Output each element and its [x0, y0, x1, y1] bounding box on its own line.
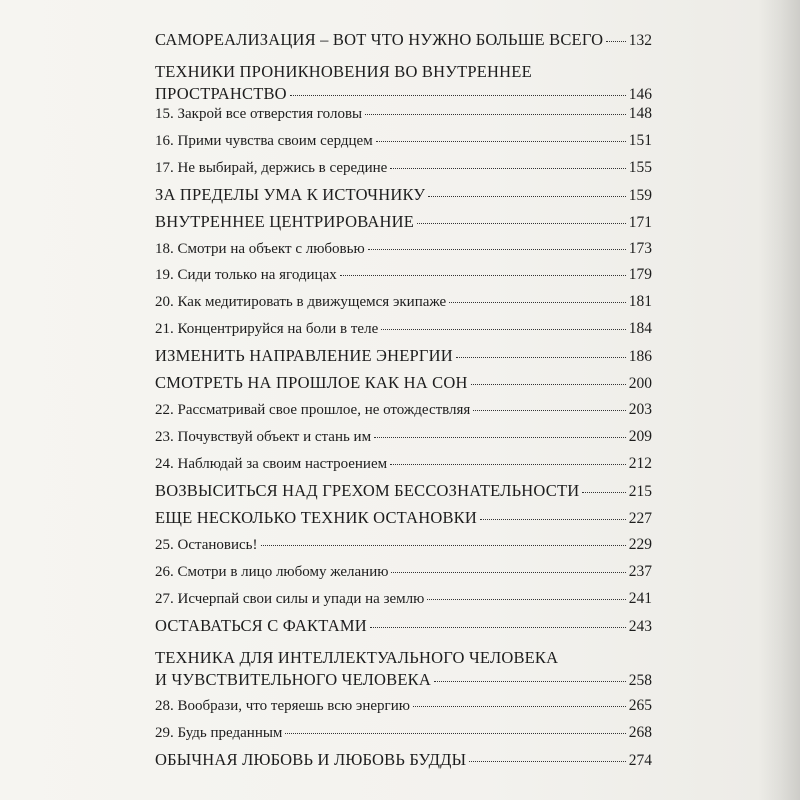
leader-dots [428, 196, 626, 197]
toc-title: 20. Как медитировать в движущемся экипаже [155, 294, 447, 310]
toc-page: 186 [628, 348, 652, 365]
toc-entry [155, 346, 652, 366]
toc-page: 148 [628, 105, 652, 122]
leader-dots [480, 519, 626, 520]
leader-dots [390, 168, 625, 169]
toc-entry [155, 373, 652, 393]
toc-page: 237 [628, 563, 652, 580]
toc-title-line1: ТЕХНИКИ ПРОНИКНОВЕНИЯ ВО ВНУТРЕННЕЕ [155, 62, 532, 81]
toc-entry [155, 105, 652, 123]
toc-page: 258 [628, 672, 652, 689]
leader-dots [340, 275, 626, 276]
leader-dots [374, 437, 626, 438]
toc-entry [155, 30, 652, 50]
toc-page: 146 [628, 86, 652, 103]
toc-entry [155, 536, 652, 554]
toc-title: ВНУТРЕННЕЕ ЦЕНТРИРОВАНИЕ [155, 212, 415, 231]
toc-title: ЗА ПРЕДЕЛЫ УМА К ИСТОЧНИКУ [155, 185, 426, 204]
toc-page: 159 [628, 187, 652, 204]
leader-dots [456, 357, 626, 358]
leader-dots [261, 545, 626, 546]
toc-page: 203 [628, 401, 652, 418]
leader-dots [368, 249, 626, 250]
toc-entry [155, 185, 652, 205]
toc-title: ОСТАВАТЬСЯ С ФАКТАМИ [155, 616, 367, 635]
toc-title: 28. Вообрази, что теряешь всю энергию [155, 698, 410, 714]
leader-dots [471, 384, 626, 385]
toc-title: ОБЫЧНАЯ ЛЮБОВЬ И ЛЮБОВЬ БУДДЫ [155, 750, 467, 769]
toc-page: 229 [628, 536, 652, 553]
toc-entry [155, 159, 652, 177]
toc-title-line1: ТЕХНИКА ДЛЯ ИНТЕЛЛЕКТУАЛЬНОГО ЧЕЛОВЕКА [155, 648, 559, 667]
toc-title: ВОЗВЫСИТЬСЯ НАД ГРЕХОМ БЕССОЗНАТЕЛЬНОСТИ [155, 481, 580, 500]
toc-entry [155, 266, 652, 284]
toc-title: 16. Прими чувства своим сердцем [155, 133, 373, 149]
toc-entry [155, 132, 652, 150]
toc-page: 151 [628, 132, 652, 149]
toc-entry [155, 481, 652, 501]
toc-title: 25. Остановись! [155, 537, 258, 553]
toc-page: 265 [628, 697, 652, 714]
toc-page: 274 [628, 752, 652, 769]
toc-title: 19. Сиди только на ягодицах [155, 267, 337, 283]
toc-title: 17. Не выбирай, держись в середине [155, 160, 388, 176]
leader-dots [365, 114, 626, 115]
toc-page: 171 [628, 214, 652, 231]
toc-title: ЕЩЕ НЕСКОЛЬКО ТЕХНИК ОСТАНОВКИ [155, 508, 478, 527]
toc-entry [155, 697, 652, 715]
leader-dots [413, 706, 626, 707]
toc-page: 243 [628, 618, 652, 635]
toc-entry [155, 616, 652, 636]
toc-entry [155, 240, 652, 258]
toc-entry [155, 590, 652, 608]
toc-page: 209 [628, 428, 652, 445]
toc-page: 179 [628, 266, 652, 283]
leader-dots [376, 141, 626, 142]
leader-dots [469, 761, 626, 762]
toc-entry [155, 563, 652, 581]
toc-title: ПРОСТРАНСТВО [155, 84, 287, 103]
toc-title: 21. Концентрируйся на боли в теле [155, 321, 379, 337]
toc-title: 27. Исчерпай свои силы и упади на землю [155, 591, 425, 607]
leader-dots [290, 95, 626, 96]
toc-page: 155 [628, 159, 652, 176]
leader-dots [449, 302, 626, 303]
toc-entry [155, 724, 652, 742]
toc-entry [155, 320, 652, 338]
toc-title: 18. Смотри на объект с любовью [155, 241, 365, 257]
toc-title: 15. Закрой все отверстия головы [155, 106, 363, 122]
toc-entry [155, 62, 652, 104]
toc-title: 22. Рассматривай свое прошлое, не отождествляя [155, 402, 471, 418]
toc-page: 215 [628, 483, 652, 500]
toc-entry [155, 750, 652, 770]
toc-entry [155, 401, 652, 419]
toc-entry [155, 212, 652, 232]
leader-dots [381, 329, 626, 330]
toc-title: 26. Смотри в лицо любому желанию [155, 564, 389, 580]
toc-page: 268 [628, 724, 652, 741]
toc-page: 200 [628, 375, 652, 392]
leader-dots [427, 599, 625, 600]
toc-page: 173 [628, 240, 652, 257]
page-fold-shadow [758, 0, 800, 800]
toc-page: 241 [628, 590, 652, 607]
toc-page: 212 [628, 455, 652, 472]
toc-page: 181 [628, 293, 652, 310]
toc-title: 24. Наблюдай за своим настроением [155, 456, 388, 472]
toc-title: ИЗМЕНИТЬ НАПРАВЛЕНИЕ ЭНЕРГИИ [155, 346, 453, 365]
toc-entry [155, 508, 652, 528]
leader-dots [370, 627, 626, 628]
leader-dots [473, 410, 625, 411]
toc-page: 184 [628, 320, 652, 337]
toc-entry [155, 648, 652, 690]
leader-dots [417, 223, 626, 224]
toc-title: САМОРЕАЛИЗАЦИЯ – ВОТ ЧТО НУЖНО БОЛЬШЕ ВСЕГО [155, 30, 604, 49]
toc-title: И ЧУВСТВИТЕЛЬНОГО ЧЕЛОВЕКА [155, 670, 431, 689]
leader-dots [285, 733, 625, 734]
leader-dots [391, 572, 625, 573]
leader-dots [390, 464, 626, 465]
toc-entry [155, 455, 652, 473]
toc-page: 132 [628, 32, 652, 49]
toc-title: 29. Будь преданным [155, 725, 283, 741]
toc-title: 23. Почувствуй объект и стань им [155, 429, 372, 445]
leader-dots [582, 492, 625, 493]
toc-page: 227 [628, 510, 652, 527]
leader-dots [606, 41, 625, 42]
toc-title: СМОТРЕТЬ НА ПРОШЛОЕ КАК НА СОН [155, 373, 468, 392]
toc-entry [155, 428, 652, 446]
leader-dots [434, 681, 626, 682]
toc-entry [155, 293, 652, 311]
